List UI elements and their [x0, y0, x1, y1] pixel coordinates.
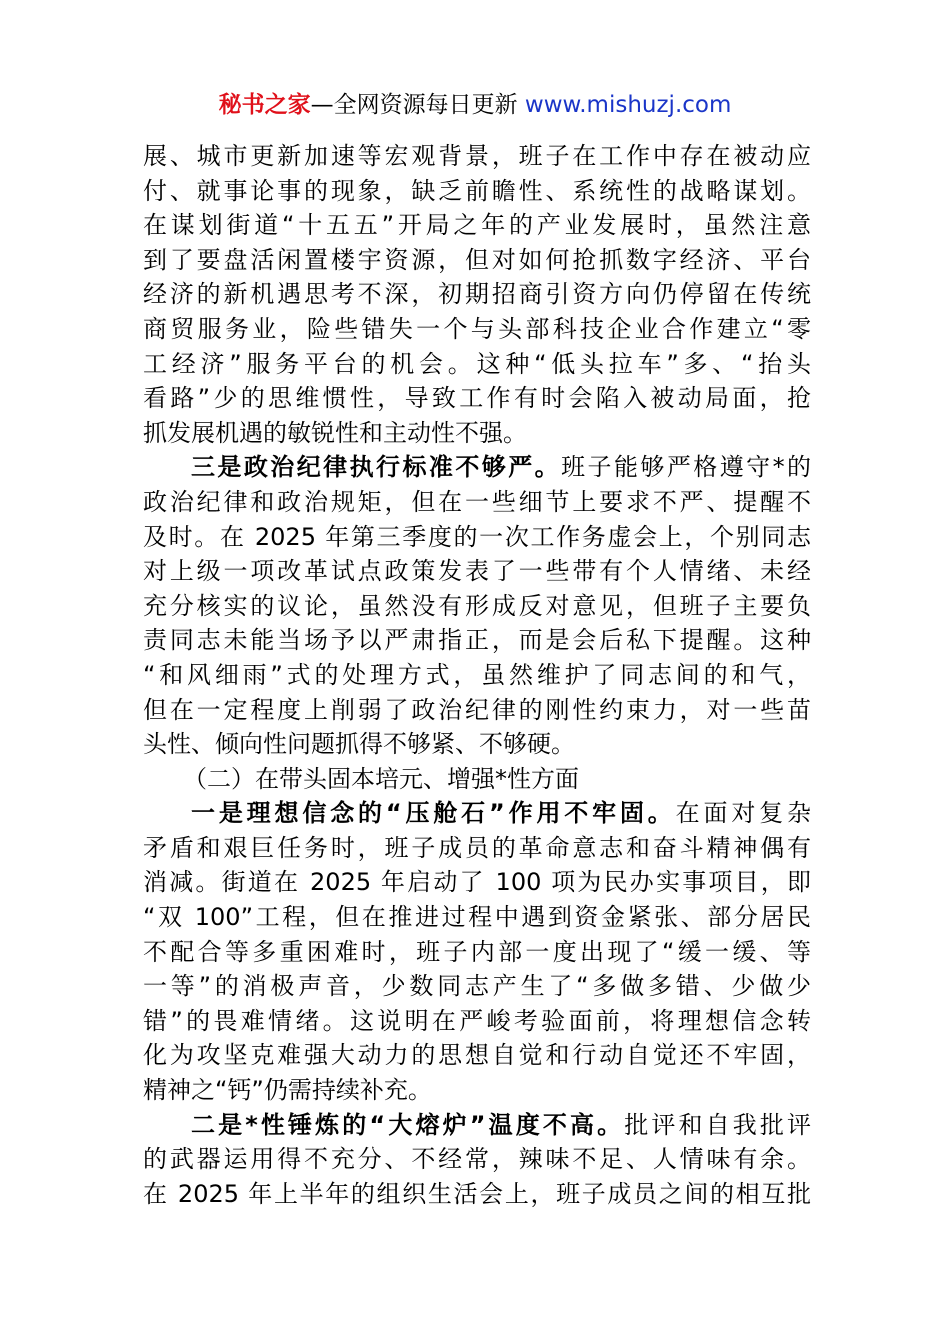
document-body [143, 139, 811, 1211]
text-line: 责同志未能当场予以严肃指正，而是会后私下提醒。这种 [143, 626, 811, 655]
text-line: 工经济”服务平台的机会。这种“低头拉车”多、“抬头 [143, 349, 811, 378]
text-line: 的武器运用得不充分、不经常，辣味不足、人情味有余。 [143, 1145, 811, 1174]
text-line: 政治纪律和政治规矩，但在一些细节上要求不严、提醒不 [143, 487, 811, 516]
paragraph-lead: 二是*性锤炼的“大熔炉”温度不高。 [191, 1110, 625, 1139]
text-line: 对上级一项改革试点政策发表了一些带有个人情绪、未经 [143, 557, 811, 586]
text-line: 在 2025 年上半年的组织生活会上，班子成员之间的相互批 [143, 1179, 811, 1208]
text-line: 不配合等多重困难时，班子内部一度出现了“缓一缓、等 [143, 937, 811, 966]
text-line: 到了要盘活闲置楼宇资源，但对如何抢抓数字经济、平台 [143, 245, 811, 274]
page-header [0, 88, 950, 122]
text-line: 看路”少的思维惯性，导致工作有时会陷入被动局面，抢 [143, 384, 811, 413]
paragraph-lead-rest: 班子能够严格遵守*的 [561, 453, 811, 482]
text-line: 一等”的消极声音，少数同志产生了“多做多错、少做少 [143, 972, 811, 1001]
text-line: “双 100”工程，但在推进过程中遇到资金紧张、部分居民 [143, 903, 811, 932]
text-line: 经济的新机遇思考不深，初期招商引资方向仍停留在传统 [143, 280, 811, 309]
paragraph-lead-line [143, 796, 811, 831]
header-url[interactable]: www.mishuzj.com [524, 92, 732, 118]
text-line: “和风细雨”式的处理方式，虽然维护了同志间的和气， [143, 660, 811, 689]
text-line: 在谋划街道“十五五”开局之年的产业发展时，虽然注意 [143, 211, 811, 240]
paragraph-lead-line [143, 1108, 811, 1143]
paragraph-lead: 三是政治纪律执行标准不够严。 [191, 453, 562, 482]
text-line: 及时。在 2025 年第三季度的一次工作务虚会上，个别同志 [143, 522, 811, 551]
text-line: 充分核实的议论，虽然没有形成反对意见，但班子主要负 [143, 591, 811, 620]
text-line: 消减。街道在 2025 年启动了 100 项为民办实事项目，即 [143, 868, 811, 897]
text-line: 抓发展机遇的敏锐性和主动性不强。 [143, 418, 527, 447]
header-separator: —全网资源每日更新 [310, 92, 518, 118]
paragraph-lead-rest: 批评和自我批评 [624, 1110, 811, 1139]
text-line: 商贸服务业，险些错失一个与头部科技企业合作建立“零 [143, 314, 811, 343]
text-line: 付、就事论事的现象，缺乏前瞻性、系统性的战略谋划。 [143, 176, 811, 205]
text-line: 精神之“钙”仍需持续补充。 [143, 1076, 432, 1105]
text-line: 矛盾和艰巨任务时，班子成员的革命意志和奋斗精神偶有 [143, 833, 811, 862]
text-line: 错”的畏难情绪。这说明在严峻考验面前，将理想信念转 [143, 1006, 811, 1035]
text-line: 头性、倾向性问题抓得不够紧、不够硬。 [143, 730, 575, 759]
text-line: 化为攻坚克难强大动力的思想自觉和行动自觉还不牢固， [143, 1041, 811, 1070]
text-line: 但在一定程度上削弱了政治纪律的刚性约束力，对一些苗 [143, 695, 811, 724]
section-heading: （二）在带头固本培元、增强*性方面 [183, 764, 579, 793]
paragraph-lead: 一是理想信念的“压舱石”作用不牢固。 [191, 799, 676, 828]
text-line: 展、城市更新加速等宏观背景，班子在工作中存在被动应 [143, 142, 811, 170]
paragraph-lead-rest: 在面对复杂 [675, 799, 811, 828]
header-brand: 秘书之家 [218, 92, 311, 118]
paragraph-lead-line [143, 450, 811, 485]
